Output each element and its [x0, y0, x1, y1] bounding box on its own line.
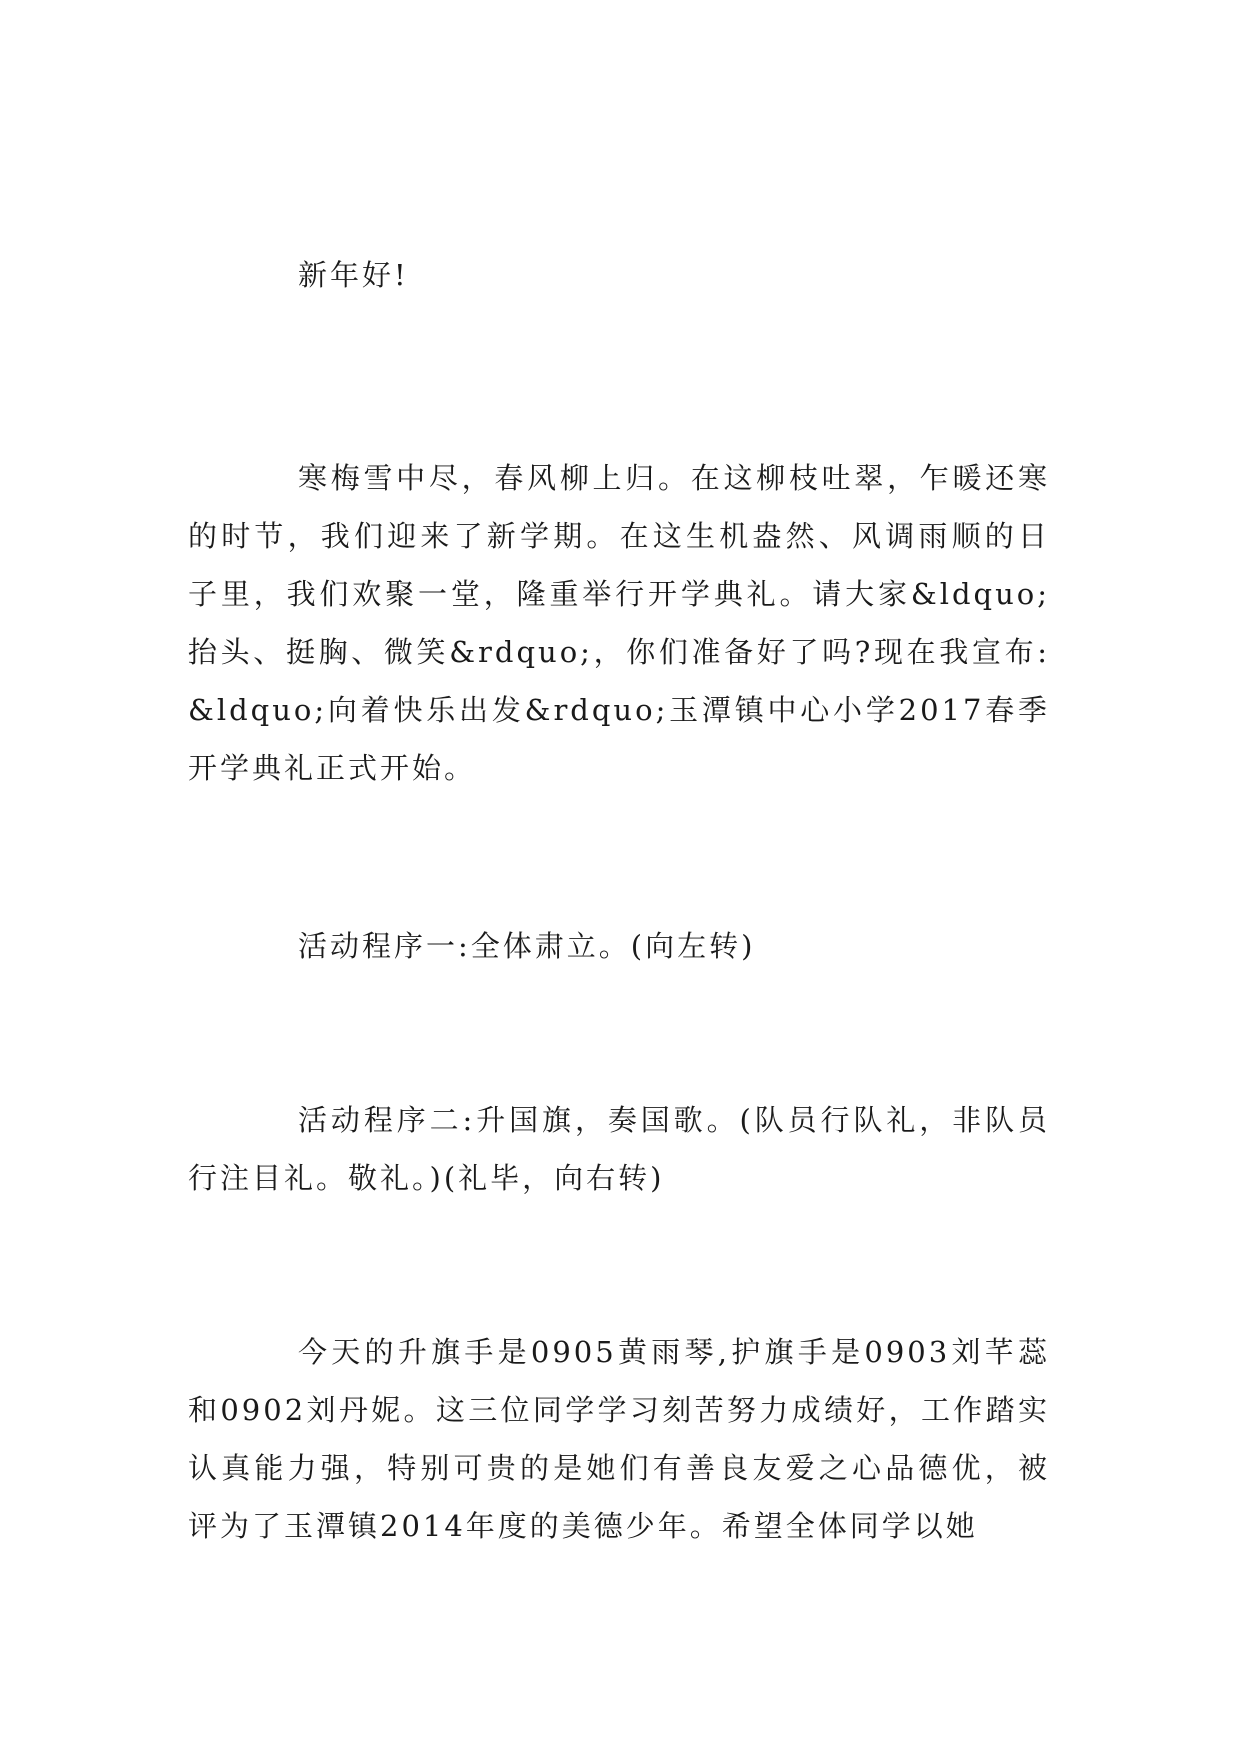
greeting-paragraph: 新年好! — [298, 258, 409, 292]
flag-raiser-paragraph: 今天的升旗手是0905黄雨琴,护旗手是0903刘芊蕊和0902刘丹妮。这三位同学学习刻苦努力成绩好，工作踏实认真能力强，特别可贵的是她们有善良友爱之心品德优，被评为了玉潭镇2014年度的美德少年。希望全体同学以她 — [188, 1335, 1050, 1543]
program-step-two: 活动程序二:升国旗，奏国歌。(队员行队礼，非队员行注目礼。敬礼。)(礼毕，向右转) — [188, 1103, 1050, 1195]
program-step-one: 活动程序一:全体肃立。(向左转) — [298, 929, 756, 963]
opening-paragraph: 寒梅雪中尽，春风柳上归。在这柳枝吐翠，乍暖还寒的时节，我们迎来了新学期。在这生机盎然、风调雨顺的日子里，我们欢聚一堂，隆重举行开学典礼。请大家&ldquo;抬头、挺胸、微笑&rdquo;，你们准备好了吗?现在我宣布:&ldquo;向着快乐出发&rdquo;玉潭镇中心小学2017春季开学典礼正式开始。 — [188, 461, 1050, 785]
